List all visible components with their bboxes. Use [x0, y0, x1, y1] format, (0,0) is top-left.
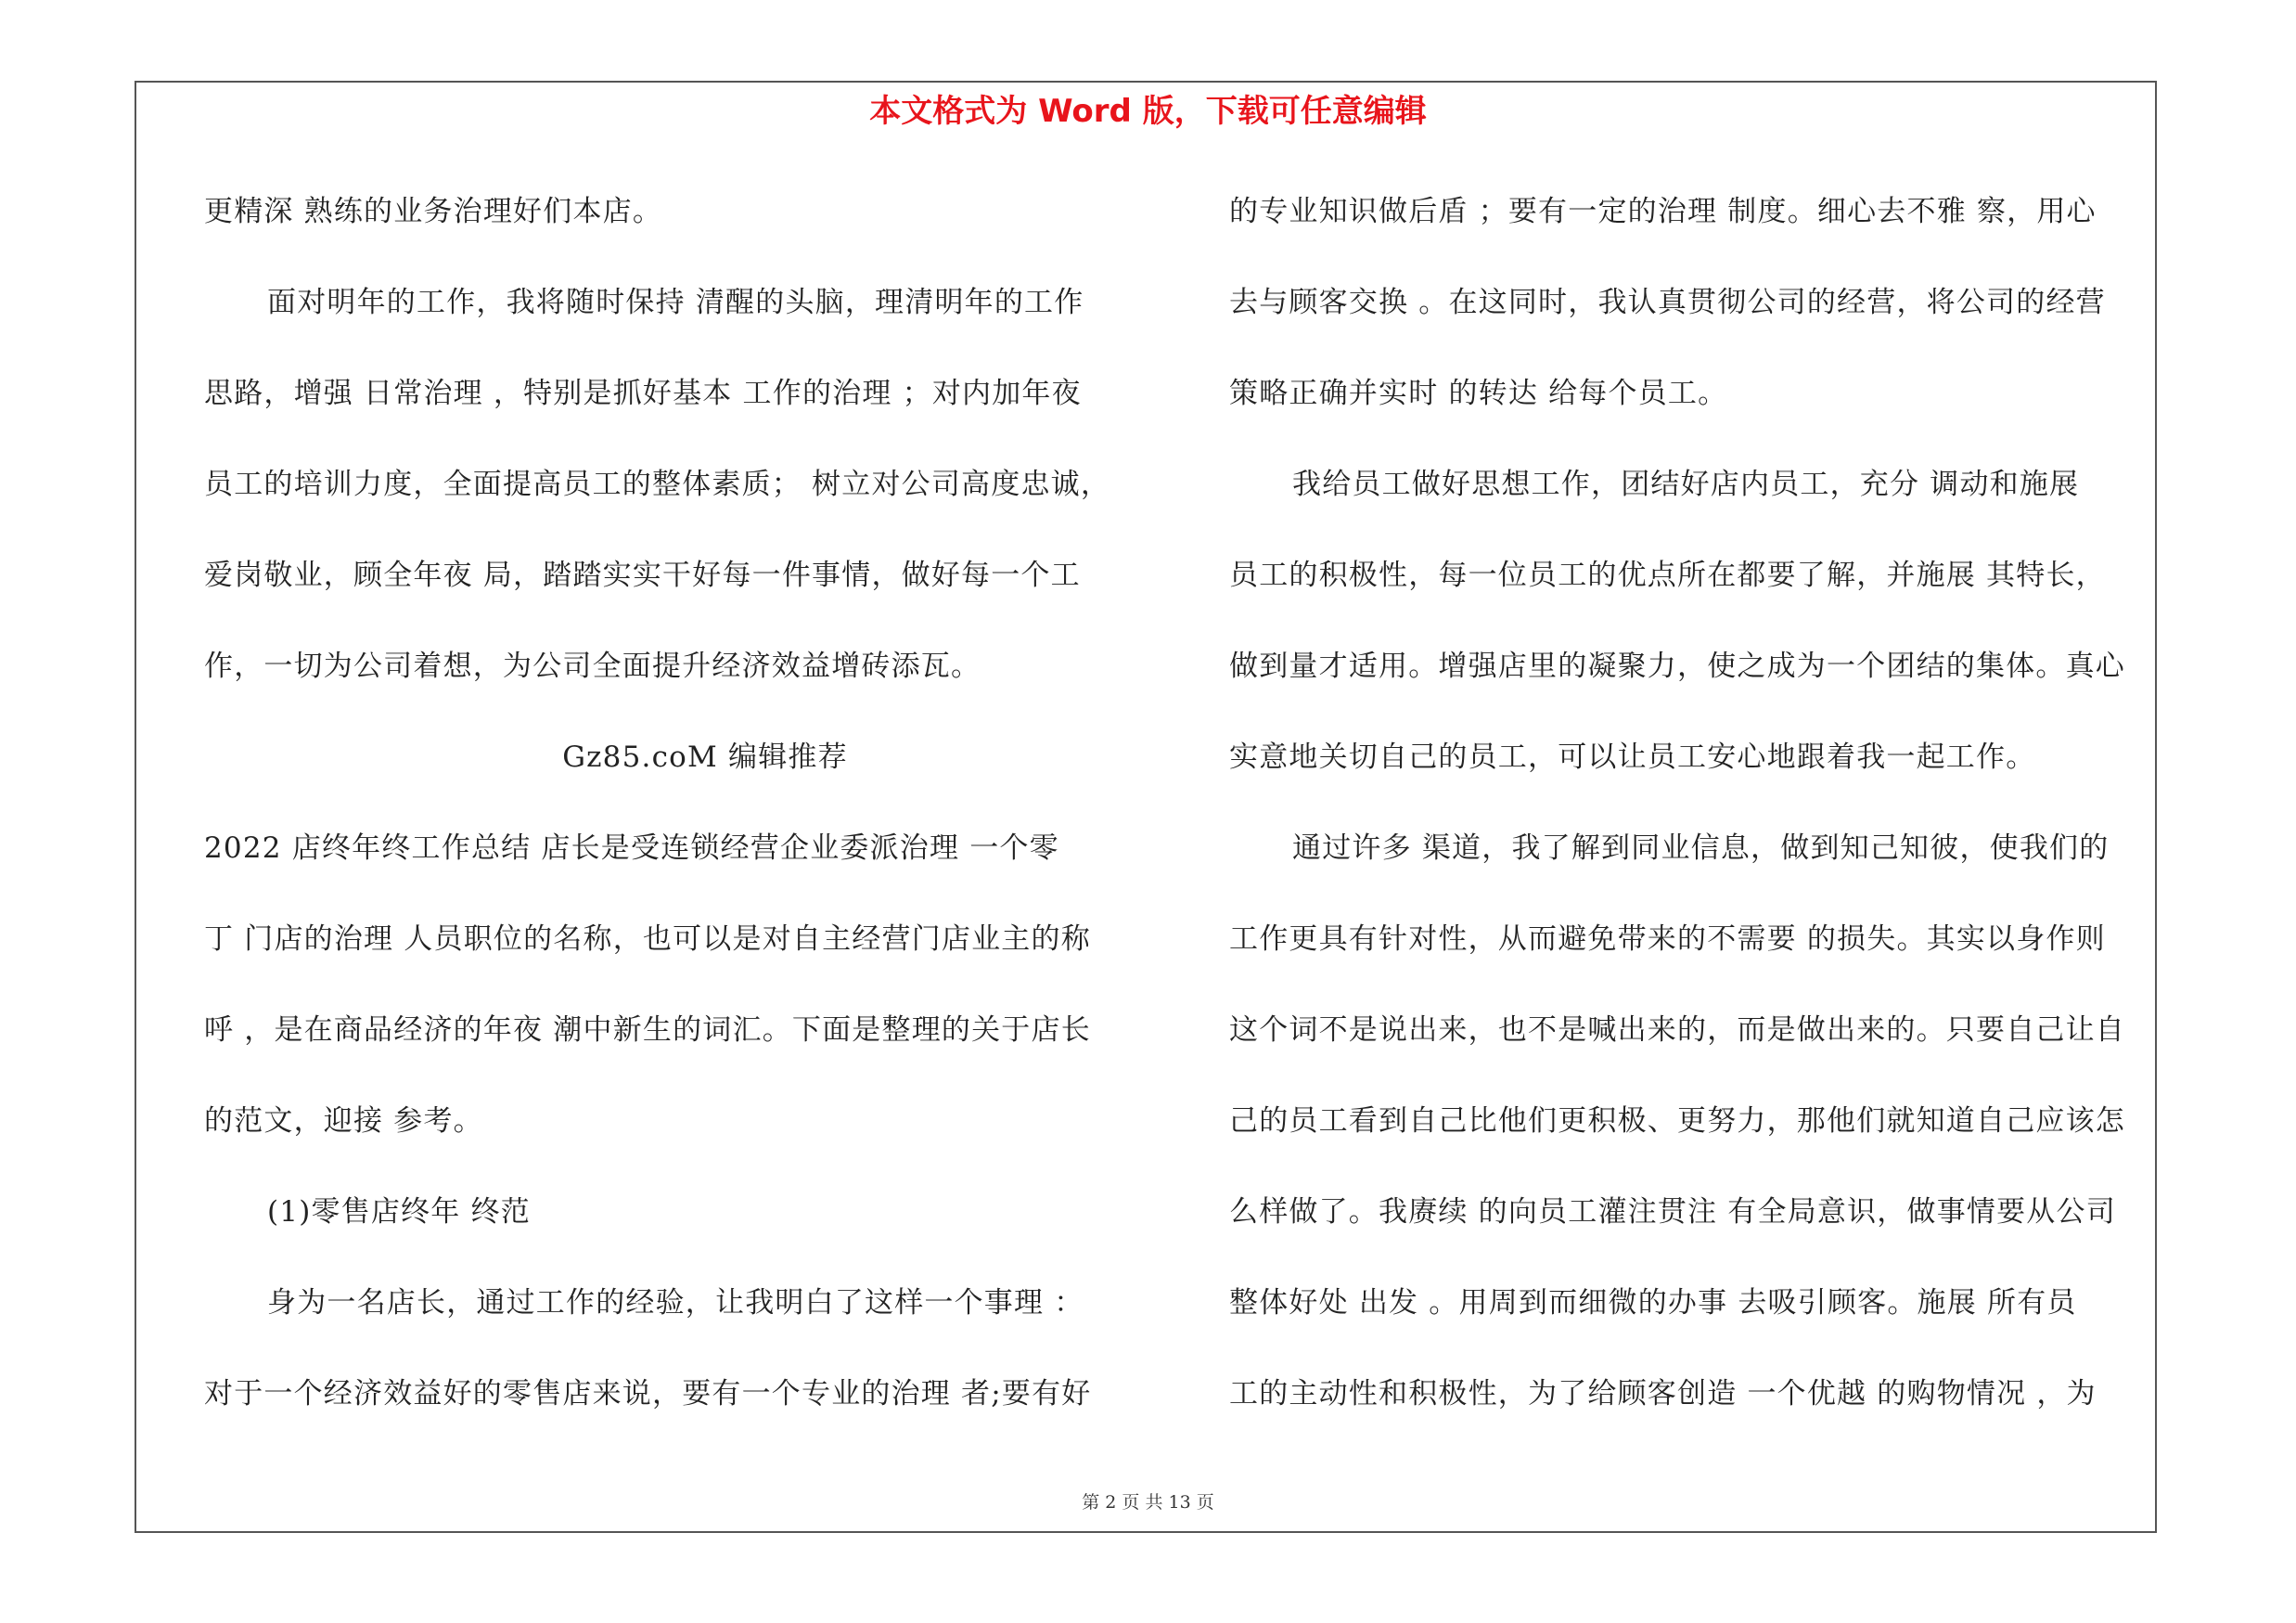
text-line: 通过许多 渠道，我了解到同业信息，做到知己知彼，使我们的	[1292, 831, 2110, 865]
text-line: 的范文，迎接 参考。	[204, 1104, 483, 1138]
text-line: 身为一名店长，通过工作的经验，让我明白了这样一个事理 ：	[267, 1286, 1084, 1320]
right-column	[1229, 184, 2157, 1457]
text-line: Gz85.coM 编辑推荐	[562, 741, 848, 774]
text-line: 工的主动性和积极性，为了给顾客创造 一个优越 的购物情况 ，为	[1229, 1377, 2097, 1410]
text-line: 更精深 熟练的业务治理好们本店。	[204, 195, 663, 228]
text-line: 做到量才适用。增强店里的凝聚力，使之成为一个团结的集体。真心	[1229, 650, 2125, 683]
text-line: 员工的培训力度，全面提高员工的整体素质； 树立对公司高度忠诚，	[204, 468, 1111, 501]
format-banner: 本文格式为 Word 版，下载可任意编辑	[869, 93, 1427, 130]
text-line: 策略正确并实时 的转达 给每个员工。	[1229, 377, 1728, 410]
text-line: 丁 门店的治理 人员职位的名称，也可以是对自主经营门店业主的称	[204, 922, 1091, 956]
text-line: 2022 店终年终工作总结 店长是受连锁经营企业委派治理 一个零	[204, 831, 1059, 865]
page-footer: 第 2 页 共 13 页	[1082, 1492, 1214, 1513]
text-line: 实意地关切自己的员工，可以让员工安心地跟着我一起工作。	[1229, 741, 2036, 774]
text-line: 呼 ，是在商品经济的年夜 潮中新生的词汇。下面是整理的关于店长	[204, 1013, 1091, 1047]
text-line: 作，一切为公司着想，为公司全面提升经济效益增砖添瓦。	[204, 650, 981, 683]
text-line: (1)零售店终年 终范	[267, 1195, 531, 1229]
text-line: 对于一个经济效益好的零售店来说，要有一个专业的治理 者;要有好	[204, 1377, 1092, 1410]
text-line: 思路，增强 日常治理 ，特别是抓好基本 工作的治理 ；对内加年夜	[204, 377, 1082, 410]
text-line: 这个词不是说出来，也不是喊出来的，而是做出来的。只要自己让自	[1229, 1013, 2125, 1047]
text-line: 员工的积极性，每一位员工的优点所在都要了解，并施展 其特长，	[1229, 559, 2106, 592]
text-line: 的专业知识做后盾 ；要有一定的治理 制度。细心去不雅 察，用心	[1229, 195, 2097, 228]
text-line: 么样做了。我赓续 的向员工灌注贯注 有全局意识，做事情要从公司	[1229, 1195, 2116, 1229]
text-line: 面对明年的工作，我将随时保持 清醒的头脑，理清明年的工作	[267, 286, 1084, 319]
text-line: 去与顾客交换 。在这同时，我认真贯彻公司的经营，将公司的经营	[1229, 286, 2106, 319]
left-column	[204, 184, 1132, 1457]
text-line: 我给员工做好思想工作，团结好店内员工，充分 调动和施展	[1292, 468, 2080, 501]
text-line: 爱岗敬业，顾全年夜 局，踏踏实实干好每一件事情，做好每一个工	[204, 559, 1081, 592]
text-line: 工作更具有针对性，从而避免带来的不需要 的损失。其实以身作则	[1229, 922, 2106, 956]
text-line: 己的员工看到自己比他们更积极、更努力，那他们就知道自己应该怎	[1229, 1104, 2125, 1138]
text-line: 整体好处 出发 。用周到而细微的办事 去吸引顾客。施展 所有员	[1229, 1286, 2077, 1320]
